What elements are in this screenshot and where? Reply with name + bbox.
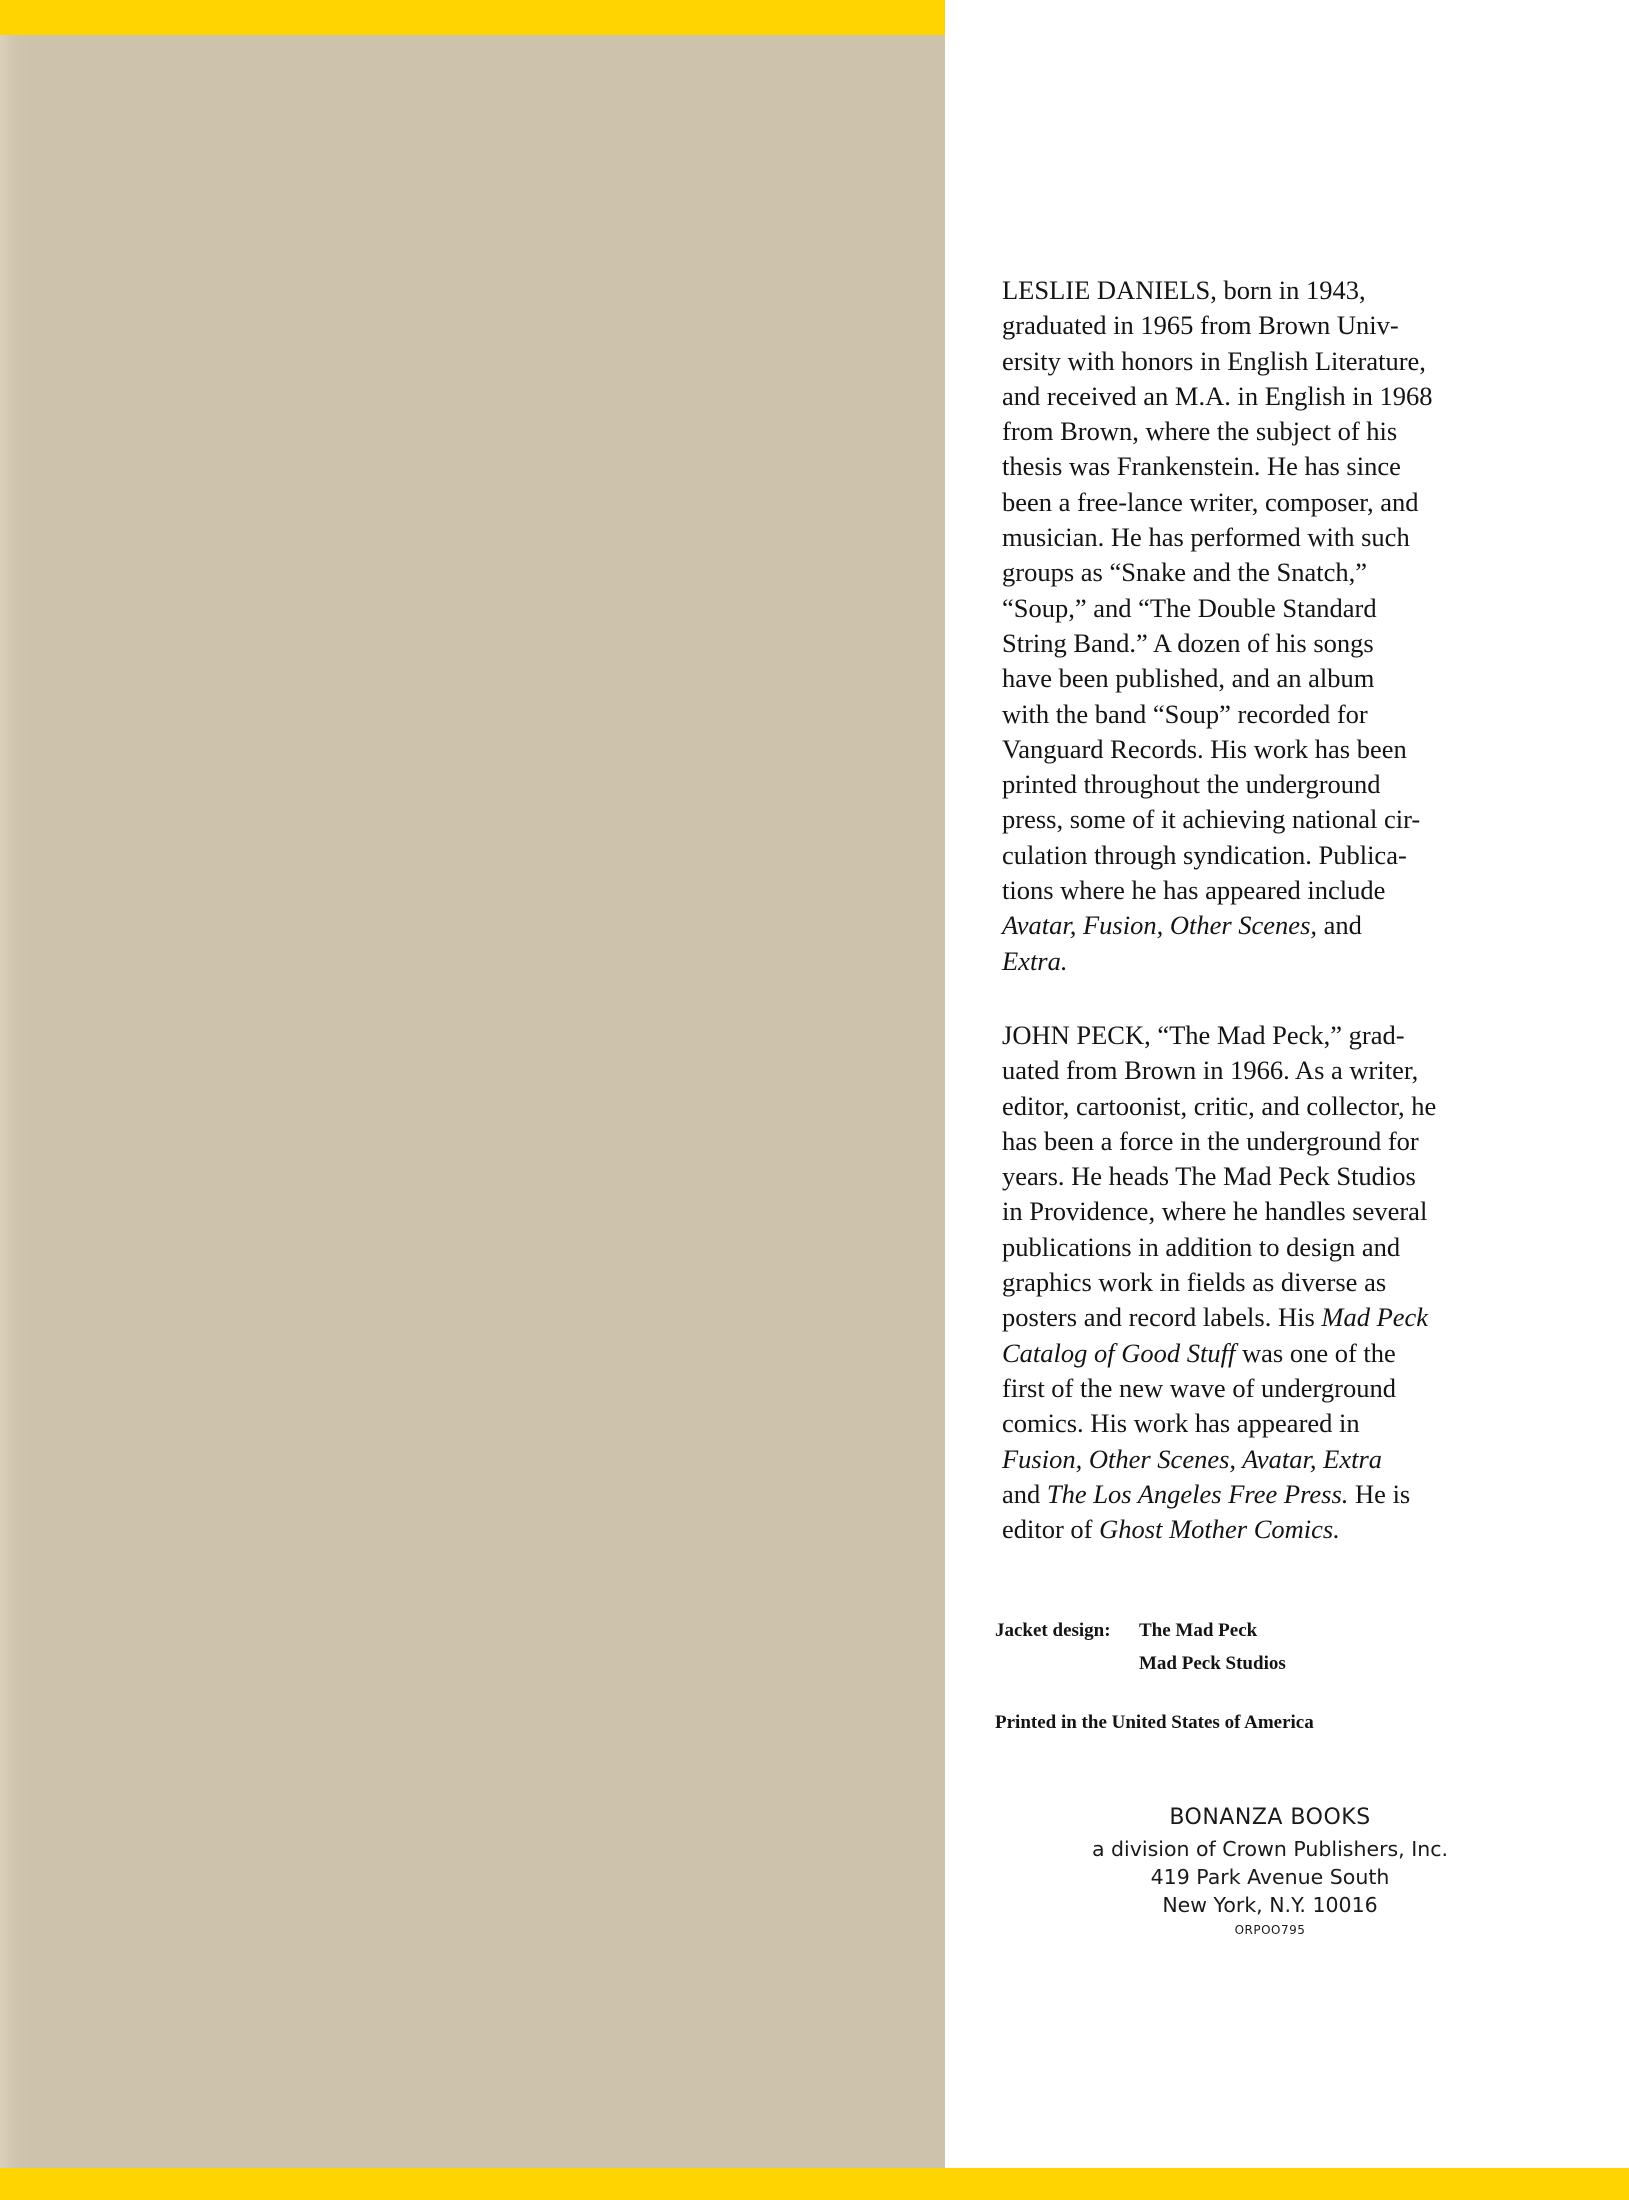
designer-studio: Mad Peck Studios (1139, 1653, 1286, 1674)
bio-line (1002, 1336, 1522, 1371)
bio-text: and (1317, 910, 1362, 941)
publisher-address-street: 419 Park Avenue South (1150, 1865, 1390, 1889)
author-bio-john-peck (1002, 1018, 1522, 1547)
bio-line: thesis was Frankenstein. He has since (1002, 451, 1401, 482)
publisher-division: a division of Crown Publishers, Inc. (1091, 1837, 1449, 1861)
bio-line (1002, 1300, 1522, 1335)
bio-line: String Band.” A dozen of his songs (1002, 627, 1374, 658)
publication-title: Extra. (1002, 945, 1068, 976)
bio-line: “Soup,” and “The Double Standard (1002, 592, 1377, 623)
catalog-code: ORPOO795 (1234, 1923, 1306, 1937)
publication-titles: Avatar, Fusion, Other Scenes, (1002, 910, 1318, 941)
designer-name: The Mad Peck (1139, 1620, 1258, 1641)
publication-titles: Fusion, Other Scenes, Avatar, Extra (1002, 1443, 1383, 1474)
author-bio-leslie-daniels (1002, 273, 1522, 979)
bio-line: with the band “Soup” recorded for (1002, 698, 1368, 729)
bio-line: Vanguard Records. His work has been (1002, 733, 1407, 764)
bio-line: LESLIE DANIELS, born in 1943, (1002, 275, 1366, 305)
bio-line: uated from Brown in 1966. As a writer, (1002, 1055, 1419, 1086)
bio-line: editor, cartoonist, critic, and collector, he (1002, 1090, 1437, 1121)
bio-line (1002, 1512, 1522, 1547)
jacket-design-credits (995, 1614, 1286, 1680)
bio-line: JOHN PECK, “The Mad Peck,” grad- (1002, 1020, 1405, 1050)
yellow-top-band (0, 0, 945, 35)
back-cover-board (0, 35, 945, 2168)
bio-line (1002, 1442, 1522, 1477)
bio-line: and received an M.A. in English in 1968 (1002, 380, 1433, 411)
bio-line: culation through syndication. Publica- (1002, 839, 1407, 870)
bio-line (1002, 944, 1522, 979)
bio-text: He is (1348, 1478, 1411, 1509)
bio-line: comics. His work has appeared in (1002, 1408, 1360, 1439)
bio-line: has been a force in the underground for (1002, 1125, 1419, 1156)
bio-text: was one of the (1235, 1337, 1396, 1368)
publication-title: Catalog of Good Stuff (1002, 1337, 1236, 1368)
credit-row (995, 1614, 1286, 1647)
bio-line: ersity with honors in English Literature, (1002, 345, 1426, 376)
bio-line: tions where he has appeared include (1002, 875, 1386, 906)
bio-line: printed throughout the underground (1002, 769, 1381, 800)
publisher-block (1000, 1804, 1540, 1941)
bio-line (1002, 1477, 1522, 1512)
bio-line (1002, 908, 1522, 943)
bio-text: editor of (1002, 1514, 1100, 1545)
bio-line: first of the new wave of underground (1002, 1372, 1396, 1403)
bio-line: publications in addition to design and (1002, 1231, 1401, 1262)
publication-title: Mad Peck (1321, 1302, 1429, 1333)
bio-line: in Providence, where he handles several (1002, 1196, 1428, 1227)
credit-label: Jacket design: (995, 1620, 1111, 1641)
bio-text: posters and record labels. His (1002, 1302, 1322, 1333)
printed-in-notice: Printed in the United States of America (995, 1712, 1314, 1733)
bio-line: years. He heads The Mad Peck Studios (1002, 1161, 1416, 1192)
publication-title: The Los Angeles Free Press. (1046, 1478, 1349, 1509)
publisher-name: BONANZA BOOKS (1169, 1805, 1371, 1830)
bio-line: from Brown, where the subject of his (1002, 416, 1398, 447)
bio-line: musician. He has performed with such (1002, 522, 1410, 553)
board-spine-edge (0, 35, 28, 2168)
bio-line: groups as “Snake and the Snatch,” (1002, 557, 1368, 588)
bio-line: been a free-lance writer, composer, and (1002, 486, 1419, 517)
bio-line: graduated in 1965 from Brown Univ- (1002, 310, 1399, 341)
publisher-address-city: New York, N.Y. 10016 (1162, 1893, 1378, 1917)
yellow-bottom-band (0, 2168, 1629, 2200)
bio-line: have been published, and an album (1002, 663, 1375, 694)
bio-line: press, some of it achieving national cir- (1002, 804, 1421, 835)
bio-line: graphics work in fields as diverse as (1002, 1267, 1387, 1298)
publication-title: Ghost Mother Comics. (1099, 1514, 1340, 1545)
bio-text: and (1002, 1478, 1047, 1509)
